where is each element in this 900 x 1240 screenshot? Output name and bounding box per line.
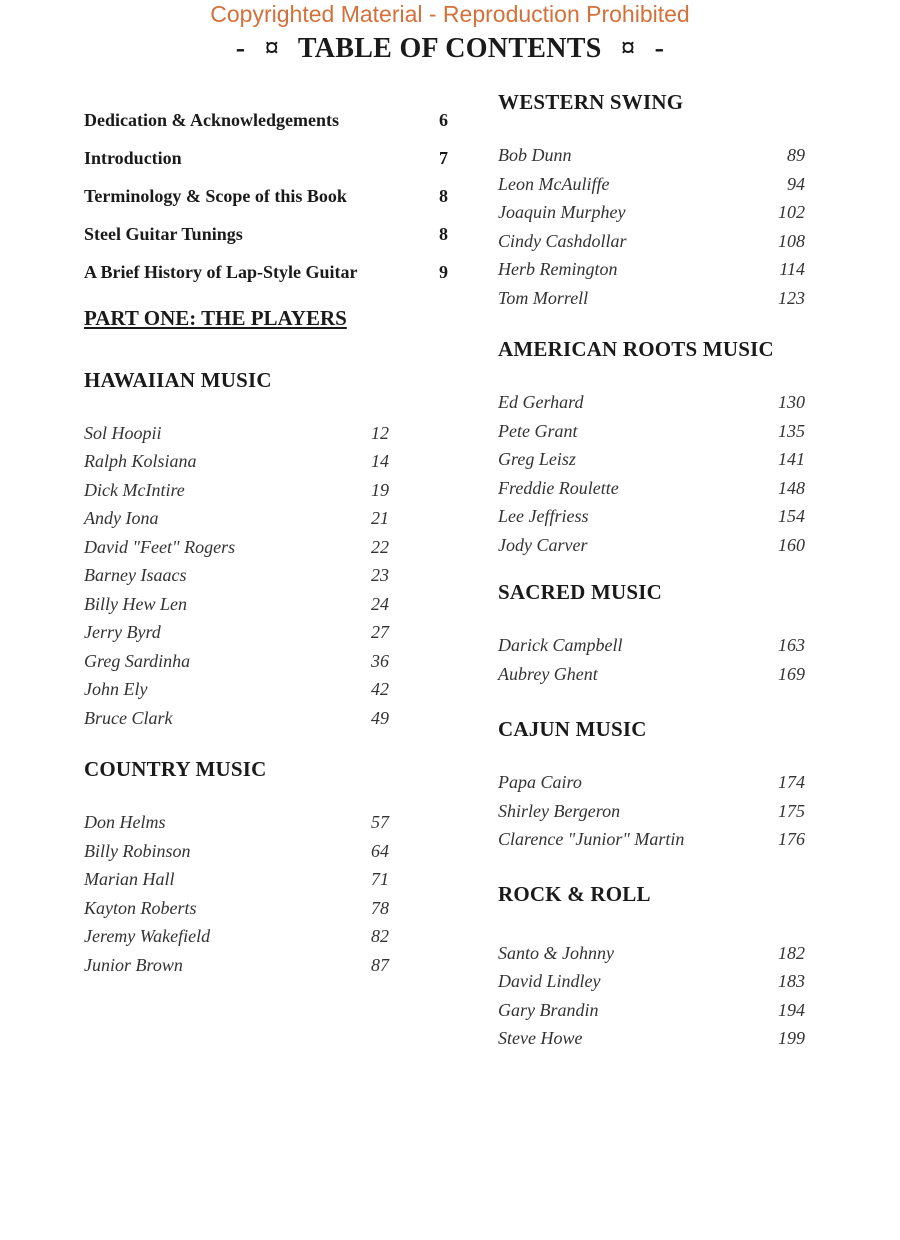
entry-name: Freddie Roulette bbox=[498, 478, 619, 498]
entry-name: John Ely bbox=[84, 679, 148, 699]
front-matter-row[interactable] bbox=[84, 224, 454, 250]
toc-entry[interactable] bbox=[84, 508, 389, 536]
entry-name: Herb Remington bbox=[498, 259, 618, 279]
entry-page: 163 bbox=[778, 635, 805, 655]
entry-page: 36 bbox=[371, 651, 389, 671]
entry-page: 82 bbox=[371, 926, 389, 946]
title-dash-right: - bbox=[654, 33, 665, 64]
entry-name: Tom Morrell bbox=[498, 288, 589, 308]
toc-entry[interactable] bbox=[498, 231, 805, 259]
toc-entry[interactable] bbox=[84, 841, 389, 869]
entry-page: 175 bbox=[778, 801, 805, 821]
toc-entry[interactable] bbox=[498, 772, 805, 800]
section-heading-western-swing: WESTERN SWING bbox=[498, 90, 684, 114]
entry-name: Steve Howe bbox=[498, 1028, 583, 1048]
toc-entry[interactable] bbox=[498, 1028, 805, 1056]
entry-name: Andy Iona bbox=[84, 508, 159, 528]
entry-page: 174 bbox=[778, 772, 805, 792]
front-matter-title: Introduction bbox=[84, 148, 182, 168]
copyright-notice: Copyrighted Material - Reproduction Prohibited bbox=[210, 1, 690, 27]
entry-name: Jeremy Wakefield bbox=[84, 926, 211, 946]
entry-name: Bruce Clark bbox=[84, 708, 173, 728]
entry-name: Greg Sardinha bbox=[84, 651, 191, 671]
ornament-icon: ¤ bbox=[620, 33, 636, 64]
section-heading-hawaiian: HAWAIIAN MUSIC bbox=[84, 368, 272, 392]
toc-entry[interactable] bbox=[498, 535, 805, 563]
entry-name: Joaquin Murphey bbox=[498, 202, 626, 222]
entry-page: 94 bbox=[787, 174, 805, 194]
entry-page: 23 bbox=[371, 565, 389, 585]
front-matter-title: Dedication & Acknowledgements bbox=[84, 110, 339, 130]
toc-entry[interactable] bbox=[84, 869, 389, 897]
entry-page: 199 bbox=[778, 1028, 805, 1048]
toc-entry[interactable] bbox=[498, 449, 805, 477]
front-matter-row[interactable] bbox=[84, 148, 454, 174]
toc-entry[interactable] bbox=[498, 801, 805, 829]
entry-page: 114 bbox=[779, 259, 805, 279]
entry-page: 130 bbox=[778, 392, 805, 412]
entry-page: 78 bbox=[371, 898, 389, 918]
entry-name: Shirley Bergeron bbox=[498, 801, 621, 821]
entry-name: Billy Robinson bbox=[84, 841, 191, 861]
page-title bbox=[0, 33, 900, 65]
entry-page: 27 bbox=[371, 622, 389, 642]
entry-name: Clarence "Junior" Martin bbox=[498, 829, 685, 849]
entry-page: 141 bbox=[778, 449, 805, 469]
toc-entry[interactable] bbox=[498, 829, 805, 857]
entry-name: David "Feet" Rogers bbox=[84, 537, 236, 557]
toc-entry[interactable] bbox=[84, 926, 389, 954]
entry-name: Aubrey Ghent bbox=[498, 664, 598, 684]
front-matter-page: 8 bbox=[439, 224, 448, 244]
entry-page: 160 bbox=[778, 535, 805, 555]
entry-page: 135 bbox=[778, 421, 805, 441]
front-matter-row[interactable] bbox=[84, 110, 454, 136]
entry-page: 19 bbox=[371, 480, 389, 500]
front-matter-page: 6 bbox=[439, 110, 448, 130]
section-heading-american-roots: AMERICAN ROOTS MUSIC bbox=[498, 337, 774, 361]
entry-name: Greg Leisz bbox=[498, 449, 576, 469]
front-matter-row[interactable] bbox=[84, 262, 454, 288]
entry-name: Papa Cairo bbox=[498, 772, 582, 792]
toc-entry[interactable] bbox=[498, 478, 805, 506]
entry-page: 87 bbox=[371, 955, 389, 975]
entry-page: 194 bbox=[778, 1000, 805, 1020]
entry-page: 42 bbox=[371, 679, 389, 699]
entry-page: 22 bbox=[371, 537, 389, 557]
entry-name: Billy Hew Len bbox=[84, 594, 187, 614]
entry-name: Darick Campbell bbox=[498, 635, 623, 655]
entry-page: 21 bbox=[371, 508, 389, 528]
entry-name: Don Helms bbox=[84, 812, 166, 832]
front-matter-row[interactable] bbox=[84, 186, 454, 212]
toc-entry[interactable] bbox=[498, 506, 805, 534]
entry-page: 102 bbox=[778, 202, 805, 222]
entry-page: 183 bbox=[778, 971, 805, 991]
entry-name: Bob Dunn bbox=[498, 145, 572, 165]
entry-name: Pete Grant bbox=[498, 421, 578, 441]
toc-entry[interactable] bbox=[84, 955, 389, 983]
entry-page: 89 bbox=[787, 145, 805, 165]
toc-entry[interactable] bbox=[498, 421, 805, 449]
entry-page: 108 bbox=[778, 231, 805, 251]
entry-page: 12 bbox=[371, 423, 389, 443]
front-matter-title: Terminology & Scope of this Book bbox=[84, 186, 347, 206]
title-text: TABLE OF CONTENTS bbox=[297, 33, 602, 64]
section-heading-cajun: CAJUN MUSIC bbox=[498, 717, 647, 741]
title-dash-left: - bbox=[235, 33, 246, 64]
front-matter-title: A Brief History of Lap-Style Guitar bbox=[84, 262, 358, 282]
entry-name: Lee Jeffriess bbox=[498, 506, 589, 526]
toc-entry[interactable] bbox=[84, 622, 389, 650]
section-heading-rock-roll: ROCK & ROLL bbox=[498, 882, 651, 906]
toc-entry[interactable] bbox=[498, 259, 805, 287]
entry-name: Barney Isaacs bbox=[84, 565, 187, 585]
entry-page: 64 bbox=[371, 841, 389, 861]
entry-name: Ed Gerhard bbox=[498, 392, 584, 412]
entry-page: 169 bbox=[778, 664, 805, 684]
entry-page: 14 bbox=[371, 451, 389, 471]
toc-entry[interactable] bbox=[84, 812, 389, 840]
toc-entry[interactable] bbox=[498, 943, 805, 971]
entry-name: Marian Hall bbox=[84, 869, 175, 889]
toc-entry[interactable] bbox=[84, 480, 389, 508]
toc-entry[interactable] bbox=[498, 635, 805, 663]
entry-name: Junior Brown bbox=[84, 955, 183, 975]
toc-entry[interactable] bbox=[84, 708, 389, 736]
toc-entry[interactable] bbox=[84, 679, 389, 707]
entry-name: Jody Carver bbox=[498, 535, 588, 555]
toc-entry[interactable] bbox=[498, 174, 805, 202]
entry-name: Sol Hoopii bbox=[84, 423, 162, 443]
toc-entry[interactable] bbox=[498, 664, 805, 692]
part-one-heading: PART ONE: THE PLAYERS bbox=[84, 306, 347, 330]
entry-name: Cindy Cashdollar bbox=[498, 231, 627, 251]
entry-page: 24 bbox=[371, 594, 389, 614]
section-heading-sacred: SACRED MUSIC bbox=[498, 580, 663, 604]
toc-entry[interactable] bbox=[84, 651, 389, 679]
toc-entry[interactable] bbox=[84, 898, 389, 926]
entry-name: Leon McAuliffe bbox=[498, 174, 610, 194]
front-matter-title: Steel Guitar Tunings bbox=[84, 224, 243, 244]
toc-entry[interactable] bbox=[498, 392, 805, 420]
section-heading-country: COUNTRY MUSIC bbox=[84, 757, 267, 781]
entry-page: 182 bbox=[778, 943, 805, 963]
entry-page: 123 bbox=[778, 288, 805, 308]
entry-page: 176 bbox=[778, 829, 805, 849]
entry-name: Kayton Roberts bbox=[84, 898, 197, 918]
toc-entry[interactable] bbox=[84, 565, 389, 593]
toc-entry[interactable] bbox=[84, 451, 389, 479]
toc-entry[interactable] bbox=[84, 423, 389, 451]
entry-name: Jerry Byrd bbox=[84, 622, 161, 642]
toc-entry[interactable] bbox=[84, 537, 389, 565]
toc-entry[interactable] bbox=[498, 288, 805, 316]
entry-page: 71 bbox=[371, 869, 389, 889]
ornament-icon: ¤ bbox=[264, 33, 280, 64]
toc-entry[interactable] bbox=[498, 145, 805, 173]
entry-page: 49 bbox=[371, 708, 389, 728]
toc-entry[interactable] bbox=[498, 202, 805, 230]
entry-name: Santo & Johnny bbox=[498, 943, 614, 963]
entry-page: 148 bbox=[778, 478, 805, 498]
toc-entry[interactable] bbox=[498, 1000, 805, 1028]
front-matter-page: 8 bbox=[439, 186, 448, 206]
entry-name: David Lindley bbox=[498, 971, 601, 991]
entry-name: Dick McIntire bbox=[84, 480, 185, 500]
front-matter-page: 9 bbox=[439, 262, 448, 282]
entry-name: Gary Brandin bbox=[498, 1000, 599, 1020]
entry-name: Ralph Kolsiana bbox=[84, 451, 197, 471]
toc-entry[interactable] bbox=[84, 594, 389, 622]
front-matter-page: 7 bbox=[439, 148, 448, 168]
toc-entry[interactable] bbox=[498, 971, 805, 999]
entry-page: 154 bbox=[778, 506, 805, 526]
entry-page: 57 bbox=[371, 812, 389, 832]
